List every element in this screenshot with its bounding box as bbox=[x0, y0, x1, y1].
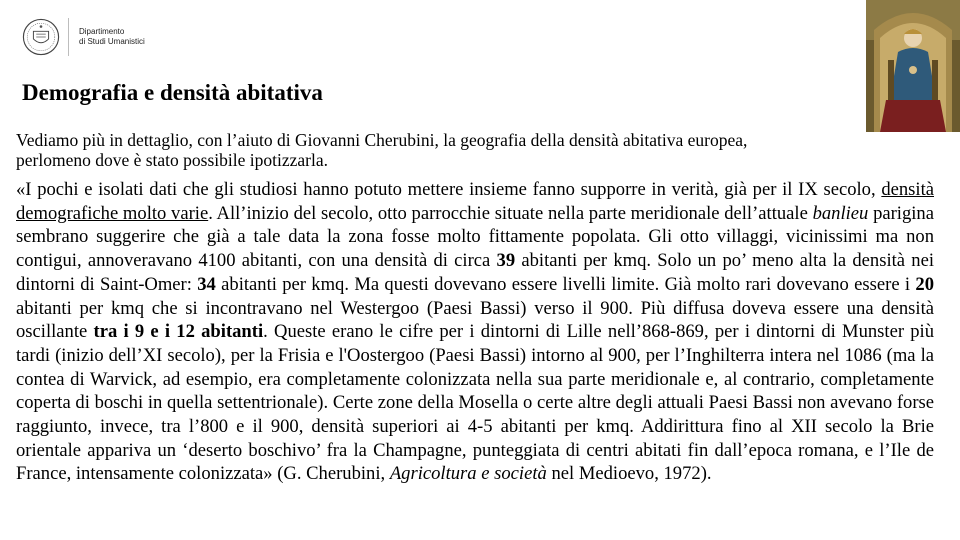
department-name bbox=[79, 27, 145, 47]
quote-text-2: . All’inizio del secolo, otto parrocchie situate nella parte meridionale dell’attuale bbox=[208, 202, 813, 224]
university-seal-icon bbox=[22, 18, 60, 56]
department-line-1: Dipartimento bbox=[79, 27, 125, 36]
quote-bold-density-20: 20 bbox=[915, 273, 934, 295]
intro-line-2: perlomeno dove è stato possibile ipotizzarla. bbox=[16, 150, 328, 170]
intro-paragraph bbox=[16, 130, 956, 170]
header-divider bbox=[68, 18, 69, 56]
painting-thumbnail bbox=[866, 0, 960, 132]
enthroned-figure-painting-icon bbox=[866, 0, 960, 132]
quote-text-6: abitanti per kmq che si incontravano nel Westergoo (Paesi Bassi) verso il 900. Più diffusa doveva essere una densità oscillante bbox=[16, 297, 934, 343]
intro-line-1: Vediamo più in dettaglio, con l’aiuto di Giovanni Cherubini, la geografia della densità abitativa europea, bbox=[16, 130, 748, 150]
quotation-paragraph bbox=[16, 178, 934, 486]
quote-text-3: parigina sembrano suggerire che già a tale data la zona fosse molto fittamente popolata. Gli otto villaggi, vicinissimi ma non contigui, annoveravano 4100 abitanti, con una densità di circa bbox=[16, 202, 934, 272]
quote-italic-book-title: Agricoltura e società bbox=[389, 463, 547, 485]
quote-italic-term: banlieu bbox=[812, 202, 869, 224]
quote-underlined-phrase: densità demografiche molto varie bbox=[16, 179, 934, 224]
page-title: Demografia e densità abitativa bbox=[22, 80, 323, 105]
quote-bold-density-range: tra i 9 e i 12 abitanti bbox=[93, 321, 264, 343]
header-logo bbox=[22, 18, 145, 56]
quote-text-4: abitanti per kmq. Solo un po’ meno alta la densità nei dintorni di Saint-Omer: bbox=[16, 250, 935, 295]
quote-text-8: nel Medioevo, 1972). bbox=[546, 463, 712, 485]
quote-text-1: «I pochi e isolati dati che gli studiosi hanno potuto mettere insieme fanno supporre in verità, già per il IX secolo, bbox=[16, 179, 882, 200]
department-line-2: di Studi Umanistici bbox=[79, 37, 145, 46]
quote-bold-density-39: 39 bbox=[496, 250, 516, 272]
quote-text-5: abitanti per kmq. Ma questi dovevano essere livelli limite. Già molto rari dovevano essere i bbox=[215, 273, 916, 295]
quote-bold-density-34: 34 bbox=[197, 273, 216, 295]
quote-text-7: . Queste erano le cifre per i dintorni di Lille nell’868-869, per i dintorni di Munster più tardi (inizio dell’XI secolo), per la Frisia e l'Oostergoo (Paesi Bassi) intorno al 900, per l’Inghilterra intera nel 1086 (ma la contea di Warvick, ad esempio, era completamente colonizzata nella sua parte meridionale e, al contrario, completamente coperta di boschi in quella settentrionale). Certe zone della Mosella o certe altre degli attuali Paesi Bassi non avevano forse raggiunto, invece, tra l’800 e il 900, densità superiori ai 4-5 abitanti per kmq. Addirittura fino al XII secolo la Brie orientale appariva un ‘deserto boschivo’ fra la Champagne, punteggiata di centri abitati fin dall’epoca romana, e l’Ile de France, intensamente colonizzata» (G. Cherubini, bbox=[16, 321, 935, 485]
